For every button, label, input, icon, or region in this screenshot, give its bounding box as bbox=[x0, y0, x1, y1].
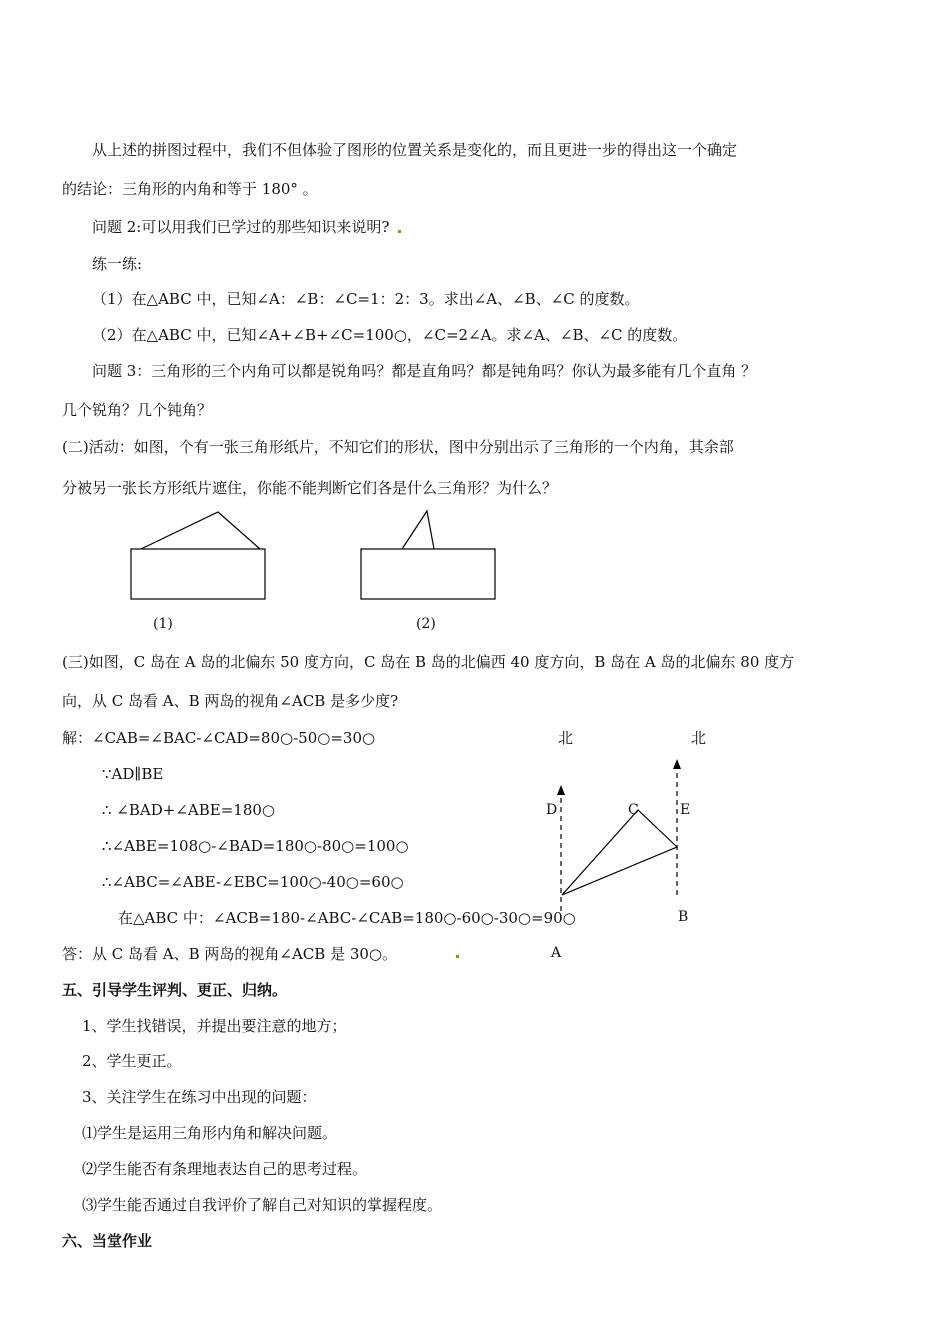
north-label-left: 北 bbox=[558, 729, 574, 747]
question-2: 问题 2:可以用我们已学过的那些知识来说明? bbox=[92, 218, 390, 236]
solution-step-6: 在△ABC 中：∠ACB=180-∠ABC-∠CAB=180○-60○-30○=90○ bbox=[118, 909, 576, 927]
figure-1-triangle-corner bbox=[141, 512, 260, 549]
label-A: A bbox=[551, 945, 562, 961]
solution-step-5: ∴∠ABC=∠ABE-∠EBC=100○-40○=60○ bbox=[102, 873, 404, 891]
solution-step-3: ∴ ∠BAD+∠ABE=180○ bbox=[102, 801, 275, 819]
figure-1-rectangle bbox=[131, 549, 265, 599]
figure-2 bbox=[361, 511, 495, 599]
stray-dot-2 bbox=[456, 955, 459, 958]
practice-title: 练一练: bbox=[92, 255, 143, 273]
solution-step-4: ∴∠ABE=108○-∠BAD=180○-80○=100○ bbox=[102, 837, 409, 855]
section-6-title: 六、当堂作业 bbox=[62, 1232, 153, 1250]
section-5-point-2: ⑵学生能否有条理地表达自己的思考过程。 bbox=[82, 1160, 368, 1178]
island-diagram bbox=[557, 759, 681, 920]
arrow-head-B bbox=[673, 759, 681, 769]
activity-3-line-1: (三)如图，C 岛在 A 岛的北偏东 50 度方向，C 岛在 B 岛的北偏西 40 度方向，B 岛在 A 岛的北偏东 80 度方 bbox=[62, 653, 795, 671]
figure-1-label: (1) bbox=[153, 616, 173, 632]
question-3-line-2: 几个锐角？几个钝角？ bbox=[62, 401, 213, 419]
section-5-point-1: ⑴学生是运用三角形内角和解决问题。 bbox=[82, 1124, 338, 1142]
figure-2-label: (2) bbox=[416, 616, 436, 632]
section-5-item-1: 1、学生找错误，并提出要注意的地方； bbox=[82, 1017, 347, 1035]
label-D: D bbox=[546, 802, 558, 818]
activity-3-line-2: 向，从 C 岛看 A、B 两岛的视角∠ACB 是多少度? bbox=[62, 692, 399, 710]
solution-step-1: 解：∠CAB=∠BAC-∠CAD=80○-50○=30○ bbox=[62, 729, 376, 747]
intro-line-2: 的结论：三角形的内角和等于 180° 。 bbox=[62, 180, 318, 198]
section-5-item-3: 3、关注学生在练习中出现的问题： bbox=[82, 1088, 317, 1106]
section-5-title: 五、引导学生评判、更正、归纳。 bbox=[62, 981, 288, 999]
intro-line-1: 从上述的拼图过程中，我们不但体验了图形的位置关系是变化的，而且更进一步的得出这一个确定 bbox=[92, 141, 738, 159]
north-label-right: 北 bbox=[691, 729, 707, 747]
activity-2-line-2: 分被另一张长方形纸片遮住，你能不能判断它们各是什么三角形？为什么？ bbox=[62, 479, 558, 497]
practice-item-1: （1）在△ABC 中，已知∠A：∠B：∠C=1：2：3。求出∠A、∠B、∠C 的度数。 bbox=[92, 290, 640, 308]
solution-answer: 答：从 C 岛看 A、B 两岛的视角∠ACB 是 30○。 bbox=[62, 945, 398, 963]
arrow-head-A bbox=[557, 785, 565, 795]
figure-2-rectangle bbox=[361, 549, 495, 599]
section-5-point-3: ⑶学生能否通过自我评价了解自己对知识的掌握程度。 bbox=[82, 1196, 443, 1214]
question-3-line-1: 问题 3：三角形的三个内角可以都是锐角吗？都是直角吗？都是钝角吗？你认为最多能有几个直角 ？ bbox=[92, 362, 757, 380]
label-B: B bbox=[678, 909, 689, 925]
section-5-item-2: 2、学生更正。 bbox=[82, 1052, 182, 1070]
label-E: E bbox=[680, 802, 691, 818]
figure-1 bbox=[131, 512, 265, 599]
triangle-ACB bbox=[562, 810, 677, 895]
activity-2-line-1: (二)活动：如图，个有一张三角形纸片，不知它们的形状，图中分别出示了三角形的一个内角，其余部 bbox=[62, 438, 734, 456]
figure-2-triangle-corner bbox=[402, 511, 434, 549]
solution-step-2: ∵AD∥BE bbox=[102, 765, 164, 783]
practice-item-2: （2）在△ABC 中，已知∠A+∠B+∠C=100○，∠C=2∠A。求∠A、∠B、∠C 的度数。 bbox=[92, 326, 688, 344]
label-C: C bbox=[628, 802, 639, 818]
